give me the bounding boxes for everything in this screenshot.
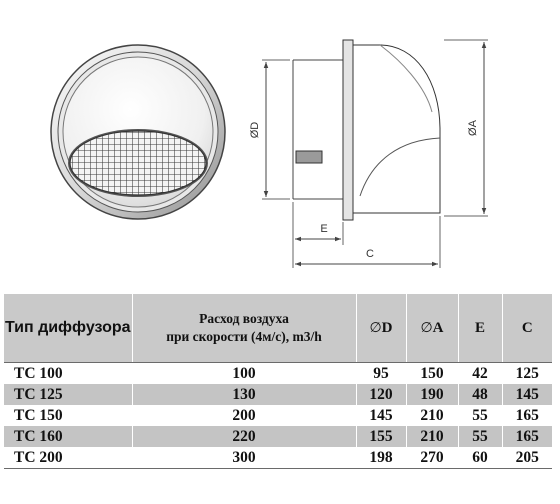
dim-label-d: ØD xyxy=(249,121,261,139)
cell-e: 48 xyxy=(458,384,502,405)
dim-label-e: E xyxy=(320,223,328,235)
cell-flow: 100 xyxy=(132,363,356,385)
cell-model: TC 160 xyxy=(4,426,132,447)
table-row xyxy=(4,405,552,426)
cell-e: 60 xyxy=(458,447,502,469)
table-row xyxy=(4,363,552,385)
cell-d: 95 xyxy=(356,363,406,385)
cell-c: 165 xyxy=(502,426,552,447)
header-c: C xyxy=(502,294,552,363)
table-row xyxy=(4,426,552,447)
cell-a: 210 xyxy=(406,405,458,426)
cell-d: 145 xyxy=(356,405,406,426)
cell-c: 165 xyxy=(502,405,552,426)
cell-flow: 130 xyxy=(132,384,356,405)
dim-label-a: ØA xyxy=(467,120,479,136)
cell-model: TC 200 xyxy=(4,447,132,469)
dim-label-c: C xyxy=(366,248,374,260)
header-a: ∅A xyxy=(406,294,458,363)
cell-d: 120 xyxy=(356,384,406,405)
diameter-symbol: ∅ xyxy=(420,319,433,336)
header-airflow-line2: при скорости (4м/с), m3/h xyxy=(166,329,322,344)
diameter-symbol: ∅ xyxy=(369,319,382,336)
cell-model: TC 100 xyxy=(4,363,132,385)
cell-a: 150 xyxy=(406,363,458,385)
cell-model: TC 150 xyxy=(4,405,132,426)
cell-flow: 300 xyxy=(132,447,356,469)
cell-a: 270 xyxy=(406,447,458,469)
cell-d: 198 xyxy=(356,447,406,469)
cell-a: 210 xyxy=(406,426,458,447)
cell-model: TC 125 xyxy=(4,384,132,405)
header-airflow xyxy=(132,294,356,363)
header-d: ∅D xyxy=(356,294,406,363)
table-row xyxy=(4,384,552,405)
cell-e: 55 xyxy=(458,426,502,447)
cell-a: 190 xyxy=(406,384,458,405)
cell-e: 42 xyxy=(458,363,502,385)
cell-d: 155 xyxy=(356,426,406,447)
cell-c: 145 xyxy=(502,384,552,405)
table-header-row xyxy=(4,294,552,363)
table-row xyxy=(4,447,552,469)
side-view xyxy=(262,40,488,268)
cell-e: 55 xyxy=(458,405,502,426)
cell-c: 205 xyxy=(502,447,552,469)
cell-flow: 200 xyxy=(132,405,356,426)
diffuser-spec-table xyxy=(4,294,552,469)
header-model: Тип диффузора xyxy=(4,294,132,363)
header-airflow-line1: Расход воздуха xyxy=(199,311,289,326)
cell-c: 125 xyxy=(502,363,552,385)
cell-flow: 220 xyxy=(132,426,356,447)
header-e: E xyxy=(458,294,502,363)
front-view xyxy=(51,45,225,219)
